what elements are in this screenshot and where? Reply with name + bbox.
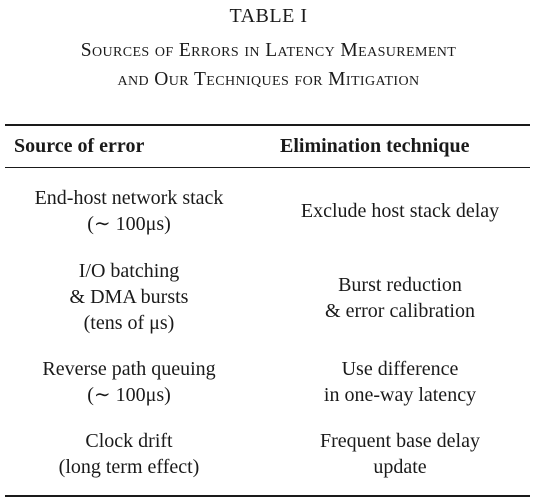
row-3-source-line: (∼ 100μs) xyxy=(87,384,171,406)
row-1-source-line: (∼ 100μs) xyxy=(87,213,171,235)
row-2-technique-line: Burst reduction xyxy=(338,274,462,296)
row-2-source-line: I/O batching xyxy=(78,260,180,282)
row-4-technique xyxy=(270,428,530,480)
caption-line-1: Sources of Errors in Latency Measurement xyxy=(80,40,457,61)
header-source-of-error: Source of error xyxy=(14,135,145,157)
row-3-source-line: Reverse path queuing xyxy=(42,358,216,380)
row-2-technique-line: & error calibration xyxy=(325,300,475,322)
header-rule xyxy=(5,167,530,168)
row-4-technique-line: update xyxy=(373,456,427,478)
top-rule xyxy=(5,124,530,126)
row-3-technique-line: in one-way latency xyxy=(323,384,477,406)
row-4-source xyxy=(0,428,258,480)
row-2-source-line: (tens of μs) xyxy=(83,312,175,334)
table-label: TABLE I xyxy=(229,5,308,27)
row-3-source xyxy=(0,356,258,408)
row-2-source xyxy=(0,258,258,336)
row-1-technique xyxy=(270,198,530,224)
caption-line-2: and Our Techniques for Mitigation xyxy=(117,69,420,90)
row-2-source-line: & DMA bursts xyxy=(69,286,189,308)
row-3-technique-line: Use difference xyxy=(341,358,459,380)
row-3-technique xyxy=(270,356,530,408)
row-1-source xyxy=(0,185,258,237)
row-1-technique-line: Exclude host stack delay xyxy=(300,200,500,222)
bottom-rule xyxy=(5,495,530,497)
row-2-technique xyxy=(270,272,530,324)
row-4-source-line: (long term effect) xyxy=(58,456,200,478)
row-4-source-line: Clock drift xyxy=(85,430,173,452)
header-elimination-technique: Elimination technique xyxy=(280,135,470,157)
row-4-technique-line: Frequent base delay xyxy=(320,430,480,452)
table-caption xyxy=(0,36,537,94)
row-1-source-line: End-host network stack xyxy=(34,187,224,209)
